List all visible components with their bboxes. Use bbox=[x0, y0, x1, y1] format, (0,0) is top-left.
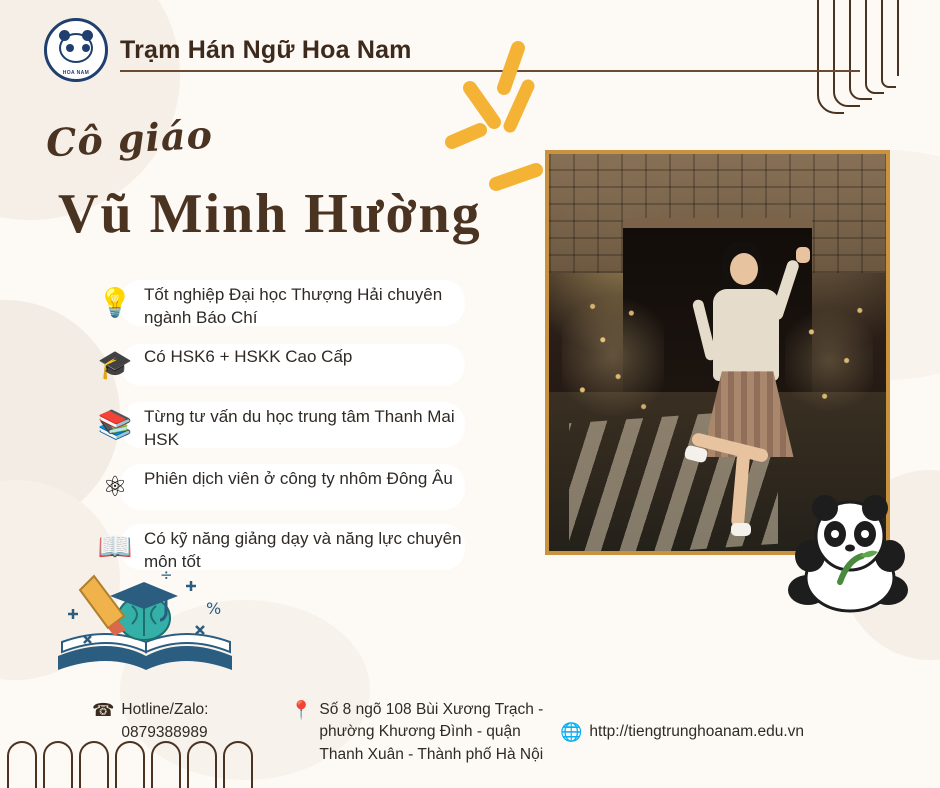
globe-icon: 🌐 bbox=[560, 721, 583, 742]
footer-hotline-label: Hotline/Zalo: 0879388989 bbox=[121, 701, 209, 741]
corner-line-ornament bbox=[810, 0, 920, 135]
list-item bbox=[92, 342, 482, 390]
list-item bbox=[92, 280, 482, 330]
footer-address bbox=[290, 699, 555, 766]
list-item-label: Tốt nghiệp Đại học Thượng Hải chuyên ngành Báo Chí bbox=[144, 285, 443, 327]
panda-logo-icon bbox=[59, 33, 93, 63]
footer-website-label: http://tiengtrunghoanam.edu.vn bbox=[589, 722, 804, 740]
footer-address-label: Số 8 ngõ 108 Bùi Xương Trạch - phường Khương Đình - quận Thanh Xuân - Thành phố Hà Nội bbox=[319, 700, 544, 763]
footer-contact-bar bbox=[0, 668, 940, 788]
list-item bbox=[92, 402, 482, 452]
list-item-label: Có kỹ năng giảng dạy và năng lực chuyên môn tốt bbox=[144, 528, 462, 571]
brand-name: Trạm Hán Ngữ Hoa Nam bbox=[120, 36, 412, 64]
svg-text:%: % bbox=[206, 599, 222, 618]
book-shelf-icon: 📖 bbox=[97, 530, 133, 562]
page-eyebrow: Cô giáo bbox=[44, 111, 214, 166]
brand-logo bbox=[44, 18, 108, 82]
location-pin-icon: 📍 bbox=[290, 699, 313, 720]
footer-website[interactable] bbox=[560, 721, 890, 744]
list-item-label: Từng tư vấn du học trung tâm Thanh Mai HSK bbox=[144, 406, 455, 449]
footer-hotline[interactable] bbox=[92, 699, 282, 744]
svg-text:÷: ÷ bbox=[160, 566, 173, 584]
atom-icon: ⚛ bbox=[102, 470, 128, 502]
list-item-label: Phiên dịch viên ở công ty nhôm Đông Âu bbox=[144, 468, 453, 488]
list-item-label: Có HSK6 + HSKK Cao Cấp bbox=[144, 346, 353, 366]
page-title: Vũ Minh Hường bbox=[58, 183, 482, 245]
list-item bbox=[92, 464, 482, 512]
graduate-character-icon: 🎓 bbox=[97, 348, 133, 380]
book-brain-illustration bbox=[40, 556, 250, 686]
credentials-list bbox=[92, 280, 482, 586]
logo-caption: HOA NAM bbox=[62, 70, 90, 76]
books-stack-icon: 📚 bbox=[97, 408, 133, 440]
panda-mascot-icon bbox=[780, 490, 920, 620]
phone-icon: ☎ bbox=[92, 700, 115, 721]
lightbulb-icon: 💡 bbox=[97, 287, 133, 318]
